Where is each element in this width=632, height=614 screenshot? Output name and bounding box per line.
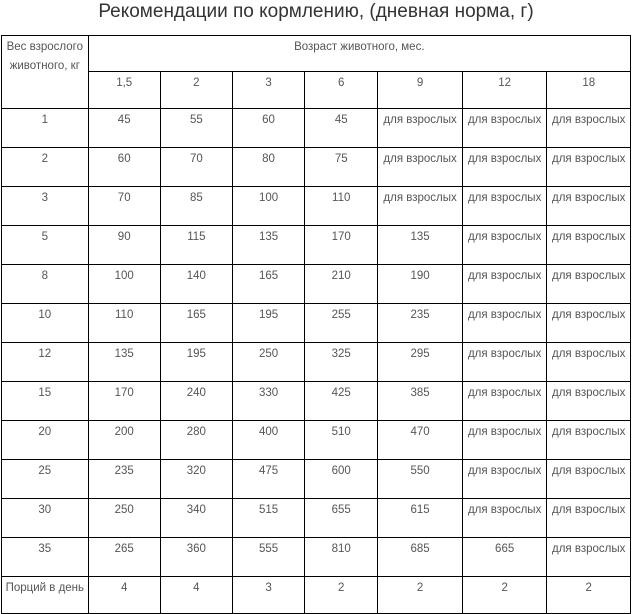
weight-cell: 8 — [2, 265, 89, 304]
value-cell: 235 — [88, 460, 160, 499]
value-cell: 85 — [160, 187, 232, 226]
value-cell: для взрослых — [547, 343, 631, 382]
feeding-table — [1, 35, 631, 614]
value-cell: 100 — [232, 187, 304, 226]
weight-cell: 3 — [2, 187, 89, 226]
table-row — [2, 109, 631, 148]
value-cell: 295 — [378, 343, 463, 382]
weight-cell: 15 — [2, 382, 89, 421]
value-cell: 70 — [88, 187, 160, 226]
value-cell: 280 — [160, 421, 232, 460]
value-cell: для взрослых — [547, 304, 631, 343]
value-cell: 170 — [305, 226, 378, 265]
value-cell: 235 — [378, 304, 463, 343]
value-cell: 360 — [160, 538, 232, 577]
value-cell: для взрослых — [462, 421, 547, 460]
value-cell: 100 — [88, 265, 160, 304]
value-cell: 60 — [88, 148, 160, 187]
value-cell: для взрослых — [462, 460, 547, 499]
value-cell: для взрослых — [378, 109, 463, 148]
value-cell: 70 — [160, 148, 232, 187]
value-cell: для взрослых — [547, 460, 631, 499]
value-cell: 195 — [160, 343, 232, 382]
value-cell: для взрослых — [378, 187, 463, 226]
value-cell: 210 — [305, 265, 378, 304]
value-cell: для взрослых — [462, 187, 547, 226]
value-cell: 165 — [232, 265, 304, 304]
value-cell: 110 — [305, 187, 378, 226]
value-cell: 400 — [232, 421, 304, 460]
value-cell: для взрослых — [547, 148, 631, 187]
value-cell: 45 — [305, 109, 378, 148]
value-cell: 190 — [378, 265, 463, 304]
value-cell: для взрослых — [462, 109, 547, 148]
value-cell: 135 — [232, 226, 304, 265]
value-cell: 265 — [88, 538, 160, 577]
value-cell: 665 — [462, 538, 547, 577]
portions-cell: 2 — [547, 577, 631, 614]
value-cell: для взрослых — [547, 421, 631, 460]
value-cell: 60 — [232, 109, 304, 148]
weight-cell: 35 — [2, 538, 89, 577]
value-cell: для взрослых — [462, 304, 547, 343]
portions-cell: 2 — [378, 577, 463, 614]
page-title: Рекомендации по кормлению, (дневная норма, г) — [98, 1, 534, 22]
value-cell: 55 — [160, 109, 232, 148]
value-cell: 195 — [232, 304, 304, 343]
weight-header: Вес взрослого животного, кг — [2, 36, 89, 109]
value-cell: для взрослых — [462, 382, 547, 421]
table-row — [2, 265, 631, 304]
value-cell: 115 — [160, 226, 232, 265]
value-cell: для взрослых — [547, 499, 631, 538]
age-header: Возраст животного, мес. — [88, 36, 630, 72]
age-cell: 6 — [305, 72, 378, 109]
value-cell: 90 — [88, 226, 160, 265]
table-row — [2, 460, 631, 499]
portions-cell: 4 — [88, 577, 160, 614]
weight-cell: 30 — [2, 499, 89, 538]
weight-cell: 20 — [2, 421, 89, 460]
value-cell: 475 — [232, 460, 304, 499]
age-cell: 9 — [378, 72, 463, 109]
age-cell: 2 — [160, 72, 232, 109]
value-cell: для взрослых — [547, 109, 631, 148]
value-cell: 200 — [88, 421, 160, 460]
age-cell: 12 — [462, 72, 547, 109]
value-cell: для взрослых — [462, 343, 547, 382]
value-cell: для взрослых — [462, 265, 547, 304]
value-cell: 340 — [160, 499, 232, 538]
value-cell: 75 — [305, 148, 378, 187]
portions-row — [2, 577, 631, 614]
value-cell: 240 — [160, 382, 232, 421]
table-row — [2, 226, 631, 265]
value-cell: 425 — [305, 382, 378, 421]
value-cell: 250 — [88, 499, 160, 538]
value-cell: для взрослых — [462, 148, 547, 187]
value-cell: 80 — [232, 148, 304, 187]
value-cell: 330 — [232, 382, 304, 421]
value-cell: 600 — [305, 460, 378, 499]
value-cell: 470 — [378, 421, 463, 460]
portions-label: Порций в день — [2, 577, 89, 614]
table-row — [2, 382, 631, 421]
value-cell: 165 — [160, 304, 232, 343]
value-cell: 550 — [378, 460, 463, 499]
value-cell: для взрослых — [462, 226, 547, 265]
value-cell: для взрослых — [462, 499, 547, 538]
age-cell: 18 — [547, 72, 631, 109]
value-cell: 615 — [378, 499, 463, 538]
value-cell: для взрослых — [547, 265, 631, 304]
value-cell: 385 — [378, 382, 463, 421]
table-row — [2, 343, 631, 382]
portions-cell: 2 — [305, 577, 378, 614]
portions-cell: 2 — [462, 577, 547, 614]
age-cell: 3 — [232, 72, 304, 109]
value-cell: для взрослых — [547, 538, 631, 577]
value-cell: 810 — [305, 538, 378, 577]
table-row — [2, 304, 631, 343]
value-cell: 110 — [88, 304, 160, 343]
value-cell: 250 — [232, 343, 304, 382]
table-row — [2, 148, 631, 187]
portions-cell: 3 — [232, 577, 304, 614]
value-cell: 655 — [305, 499, 378, 538]
weight-cell: 12 — [2, 343, 89, 382]
value-cell: 555 — [232, 538, 304, 577]
age-cell: 1,5 — [88, 72, 160, 109]
weight-cell: 5 — [2, 226, 89, 265]
table-row — [2, 187, 631, 226]
table-row — [2, 499, 631, 538]
value-cell: 45 — [88, 109, 160, 148]
value-cell: 320 — [160, 460, 232, 499]
table-row — [2, 421, 631, 460]
weight-cell: 1 — [2, 109, 89, 148]
value-cell: 685 — [378, 538, 463, 577]
value-cell: 510 — [305, 421, 378, 460]
value-cell: 515 — [232, 499, 304, 538]
value-cell: для взрослых — [547, 226, 631, 265]
table-row — [2, 538, 631, 577]
weight-cell: 25 — [2, 460, 89, 499]
weight-cell: 2 — [2, 148, 89, 187]
value-cell: 135 — [378, 226, 463, 265]
value-cell: для взрослых — [378, 148, 463, 187]
value-cell: 325 — [305, 343, 378, 382]
header-row — [2, 36, 631, 72]
age-columns-row — [2, 72, 631, 109]
portions-cell: 4 — [160, 577, 232, 614]
weight-cell: 10 — [2, 304, 89, 343]
value-cell: 170 — [88, 382, 160, 421]
value-cell: 140 — [160, 265, 232, 304]
value-cell: для взрослых — [547, 382, 631, 421]
value-cell: для взрослых — [547, 187, 631, 226]
value-cell: 135 — [88, 343, 160, 382]
value-cell: 255 — [305, 304, 378, 343]
